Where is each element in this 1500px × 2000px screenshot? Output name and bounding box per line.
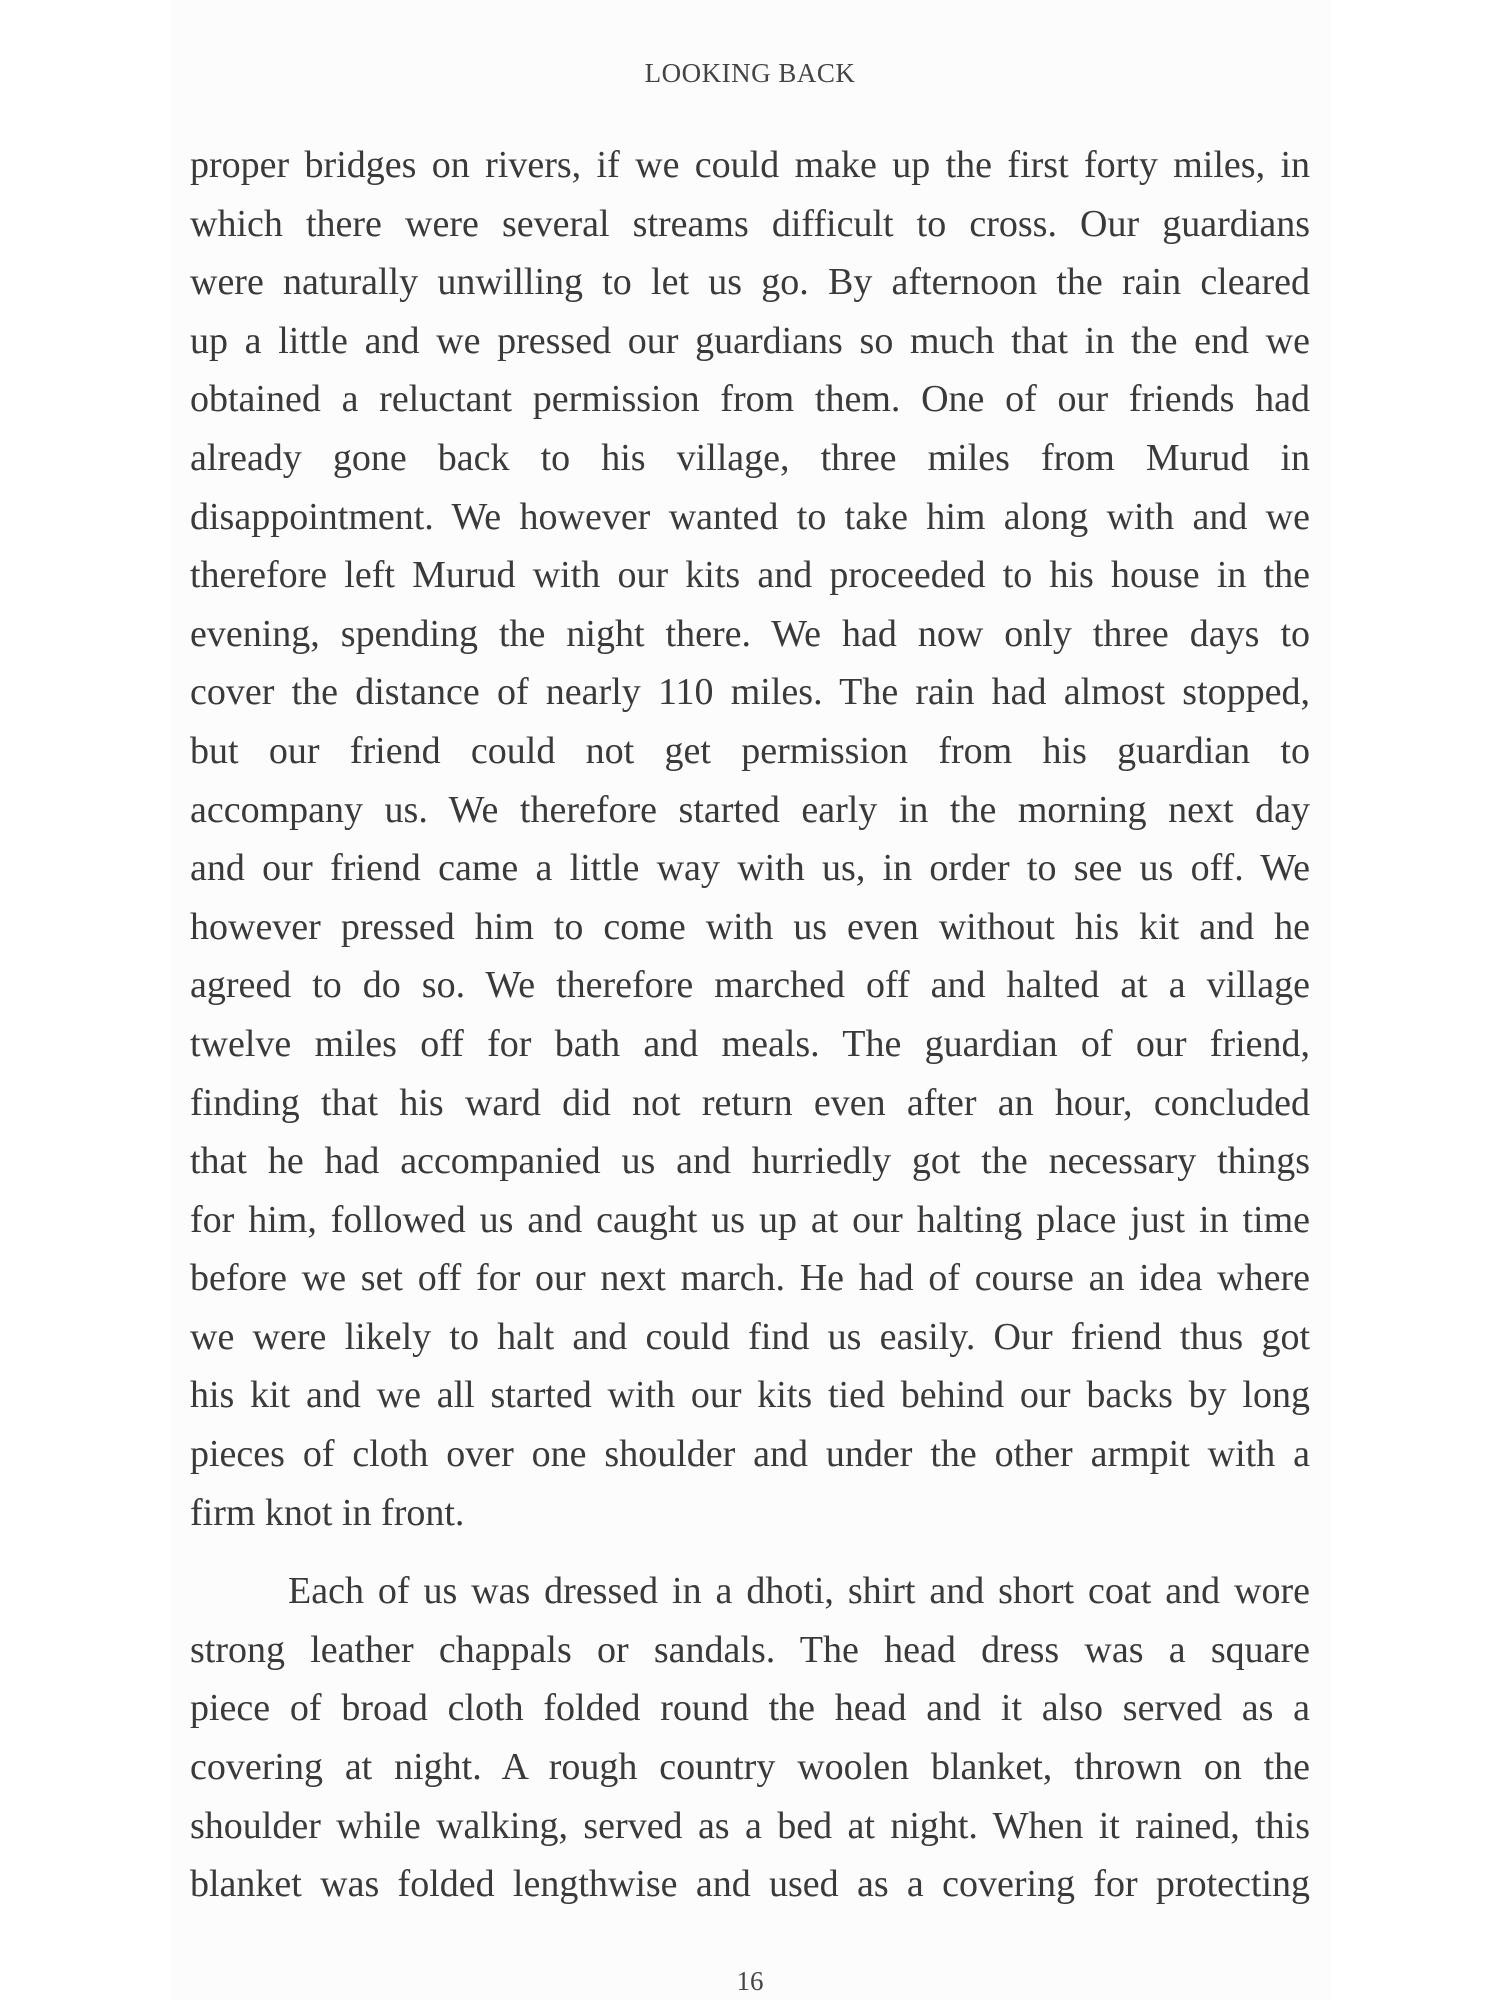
text-line: which there were several streams difficult to cross. Our guardians xyxy=(190,202,1310,245)
paragraph-1 xyxy=(190,136,1310,1542)
text-line: for him, followed us and caught us up at our halting place just in time xyxy=(190,1198,1310,1241)
text-line: proper bridges on rivers, if we could make up the first forty miles, in xyxy=(190,144,1310,186)
running-head: LOOKING BACK xyxy=(644,58,856,88)
text-line: covering at night. A rough country woolen blanket, thrown on the xyxy=(190,1746,1310,1789)
text-line: cover the distance of nearly 110 miles. The rain had almost stopped, xyxy=(190,671,1310,714)
text-line: however pressed him to come with us even without his kit and he xyxy=(190,905,1310,948)
text-line: and our friend came a little way with us, in order to see us off. We xyxy=(190,847,1310,890)
text-line: therefore left Murud with our kits and proceeded to his house in the xyxy=(190,554,1310,597)
text-line: disappointment. We however wanted to take him along with and we xyxy=(190,495,1310,538)
text-line: up a little and we pressed our guardians so much that in the end we xyxy=(190,319,1310,362)
text-line: obtained a reluctant permission from them. One of our friends had xyxy=(190,378,1310,421)
text-line: piece of broad cloth folded round the head and it also served as a xyxy=(190,1687,1310,1730)
text-line: his kit and we all started with our kits tied behind our backs by long xyxy=(190,1374,1310,1417)
text-line: we were likely to halt and could find us easily. Our friend thus got xyxy=(190,1315,1310,1358)
text-line: but our friend could not get permission from his guardian to xyxy=(190,729,1310,772)
text-line: shoulder while walking, served as a bed at night. When it rained, this xyxy=(190,1804,1310,1847)
text-line: strong leather chappals or sandals. The head dress was a square xyxy=(190,1628,1310,1671)
text-line: were naturally unwilling to let us go. By afternoon the rain cleared xyxy=(190,261,1310,304)
text-line: firm knot in front. xyxy=(190,1491,465,1534)
text-line: that he had accompanied us and hurriedly got the necessary things xyxy=(190,1140,1310,1183)
text-line: accompany us. We therefore started early in the morning next day xyxy=(190,788,1310,831)
text-line: already gone back to his village, three miles from Murud in xyxy=(190,436,1310,479)
text-line: evening, spending the night there. We had now only three days to xyxy=(190,612,1310,655)
page-number: 16 xyxy=(736,1966,764,1996)
text-line: blanket was folded lengthwise and used as a covering for protecting xyxy=(190,1863,1310,1906)
text-line: agreed to do so. We therefore marched off and halted at a village xyxy=(190,964,1310,1007)
text-line: before we set off for our next march. He had of course an idea where xyxy=(190,1257,1310,1300)
text-line: twelve miles off for bath and meals. The guardian of our friend, xyxy=(190,1022,1310,1065)
book-page xyxy=(170,0,1330,2000)
text-line: finding that his ward did not return even after an hour, concluded xyxy=(190,1081,1310,1124)
text-line-content: Each of us was dressed in a dhoti, shirt and short coat and wore xyxy=(288,1570,1310,1613)
text-line: pieces of cloth over one shoulder and under the other armpit with a xyxy=(190,1433,1310,1476)
paragraph-2 xyxy=(190,1562,1310,1914)
body-text xyxy=(190,136,1310,1914)
text-line xyxy=(190,1562,1310,1621)
